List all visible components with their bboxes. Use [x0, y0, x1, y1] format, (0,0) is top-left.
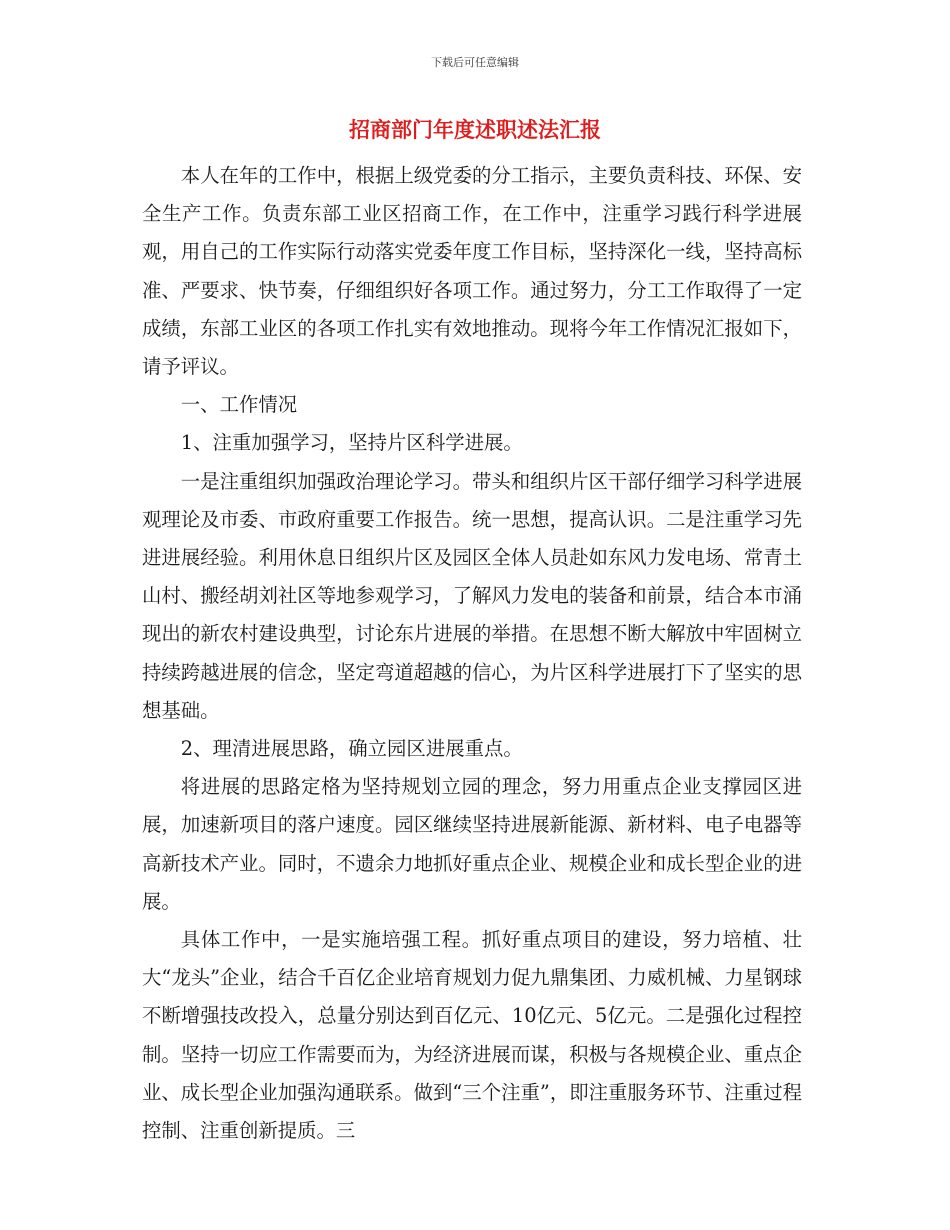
paragraph: 一是注重组织加强政治理论学习。带头和组织片区干部仔细学习科学进展观理论及市委、市政府重要工作报告。统一思想，提高认识。二是注重学习先进进展经验。利用休息日组织片区及园区全体人员赴如东风力发电场、常青土山村、搬经胡刘社区等地参观学习，了解风力发电的装备和前景，结合本市涌现出的新农村建设典型，讨论东片进展的举措。在思想不断大解放中牢固树立持续跨越进展的信念，坚定弯道超越的信心，为片区科学进展打下了坚实的思想基础。	[142, 469, 802, 722]
subsection-heading: 2、理清进展思路，确立园区进展重点。	[180, 737, 523, 761]
section-heading: 一、工作情况	[180, 393, 298, 417]
paragraph: 本人在年的工作中，根据上级党委的分工指示，主要负责科技、环保、安全生产工作。负责东部工业区招商工作，在工作中，注重学习践行科学进展观，用自己的工作实际行动落实党委年度工作目标，坚持深化一线，坚持高标准、严要求、快节奏，仔细组织好各项工作。通过努力，分工工作取得了一定成绩，东部工业区的各项工作扎实有效地推动。现将今年工作情况汇报如下，请予评议。	[142, 164, 802, 379]
subsection-heading: 1、注重加强学习，坚持片区科学进展。	[180, 431, 523, 455]
paragraph: 将进展的思路定格为坚持规划立园的理念，努力用重点企业支撑园区进展，加速新项目的落户速度。园区继续坚持进展新能源、新材料、电子电器等高新技术产业。同时，不遗余力地抓好重点企业、规模企业和成长型企业的进展。	[142, 775, 802, 913]
paragraph: 具体工作中，一是实施培强工程。抓好重点项目的建设，努力培植、壮大“龙头”企业，结合千百亿企业培育规划力促九鼎集团、力威机械、力星钢球不断增强技改投入，总量分别达到百亿元、10亿元、5亿元。二是强化过程控制。坚持一切应工作需要而为，为经济进展而谋，积极与各规模企业、重点企业、成长型企业加强沟通联系。做到“三个注重”，即注重服务环节、注重过程控制、注重创新提质。三	[142, 928, 802, 1143]
document-body	[142, 157, 802, 1150]
document-title: 招商部门年度述职述法汇报	[349, 118, 601, 142]
header-note: 下载后可任意编辑	[431, 56, 519, 69]
